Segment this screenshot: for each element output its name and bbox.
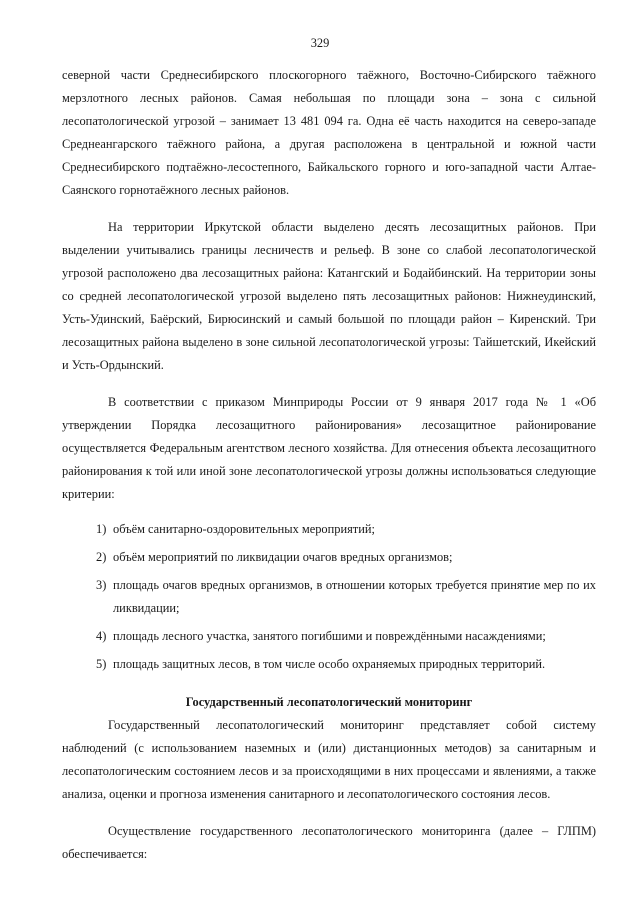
list-item (62, 574, 596, 620)
list-item-text: площадь лесного участка, занятого погибшими и повреждёнными насаждениями; (113, 629, 546, 643)
paragraph-monitoring-provision: Осуществление государственного лесопатологического мониторинга (далее – ГЛПМ) обеспечивается: (62, 824, 596, 861)
list-item-number: 3) (96, 578, 107, 592)
paragraph-districts: На территории Иркутской области выделено десять лесозащитных районов. При выделении учитывались границы лесничеств и рельеф. В зоне со слабой лесопатологической угрозой расположено два лесозащитных района: Катангский и Бодайбинский. На территории зоны со средней лесопатологической угрозой выделено пять лесозащитных районов: Нижнеудинский, Усть-Удинский, Баёрский, Бирюсинский и самый большой по площади район – Киренский. Три лесозащитных района выделено в зоне сильной лесопатологической угрозы: Тайшетский, Икейский и Усть-Ордынский. (62, 220, 596, 372)
section-heading: Государственный лесопатологический мониторинг (185, 695, 473, 709)
list-item-text: площадь защитных лесов, в том числе особо охраняемых природных территорий. (113, 657, 546, 671)
list-item (62, 625, 596, 648)
paragraph-monitoring-definition: Государственный лесопатологический мониторинг представляет собой систему наблюдений (с использованием наземных и (или) дистанционных методов) за санитарным и лесопатологическим состоянием лесов и за происходящими в них процессами и явлениями, а также анализа, оценки и прогноза изменения санитарного и лесопатологического состояния лесов. (62, 718, 596, 801)
list-item-number: 2) (96, 550, 107, 564)
paragraph-order: В соответствии с приказом Минприроды России от 9 января 2017 года № 1 «Об утверждении Порядка лесозащитного районирования» лесозащитное районирование осуществляется Федеральным агентством лесного хозяйства. Для отнесения объекта лесозащитного районирования к той или иной зоне лесопатологической угрозы должны использоваться следующие критерии: (62, 395, 596, 501)
list-item-text: объём санитарно-оздоровительных мероприятий; (113, 522, 375, 536)
list-item-number: 5) (96, 657, 107, 671)
page-number: 329 (310, 36, 330, 50)
criteria-list (62, 518, 596, 676)
list-item (62, 518, 596, 541)
list-item-number: 1) (96, 522, 107, 536)
paragraph-continuation: северной части Среднесибирского плоскогорного таёжного, Восточно-Сибирского таёжного мерзлотного лесных районов. Самая небольшая по площади зона – зона с сильной лесопатологической угрозой – занимает 13 481 094 га. Одна её часть находится на северо-западе Среднеангарского таёжного района, а другая расположена в центральной и южной части Среднесибирского подтаёжно-лесостепного, Байкальского горного и юго-западной части Алтае-Саянского горнотаёжного лесных районов. (62, 68, 596, 197)
list-item-text: объём мероприятий по ликвидации очагов вредных организмов; (113, 550, 453, 564)
list-item (62, 653, 596, 676)
list-item (62, 546, 596, 569)
list-item-number: 4) (96, 629, 107, 643)
list-item-text: площадь очагов вредных организмов, в отношении которых требуется принятие мер по их ликвидации; (113, 578, 596, 615)
page-content (62, 64, 596, 866)
